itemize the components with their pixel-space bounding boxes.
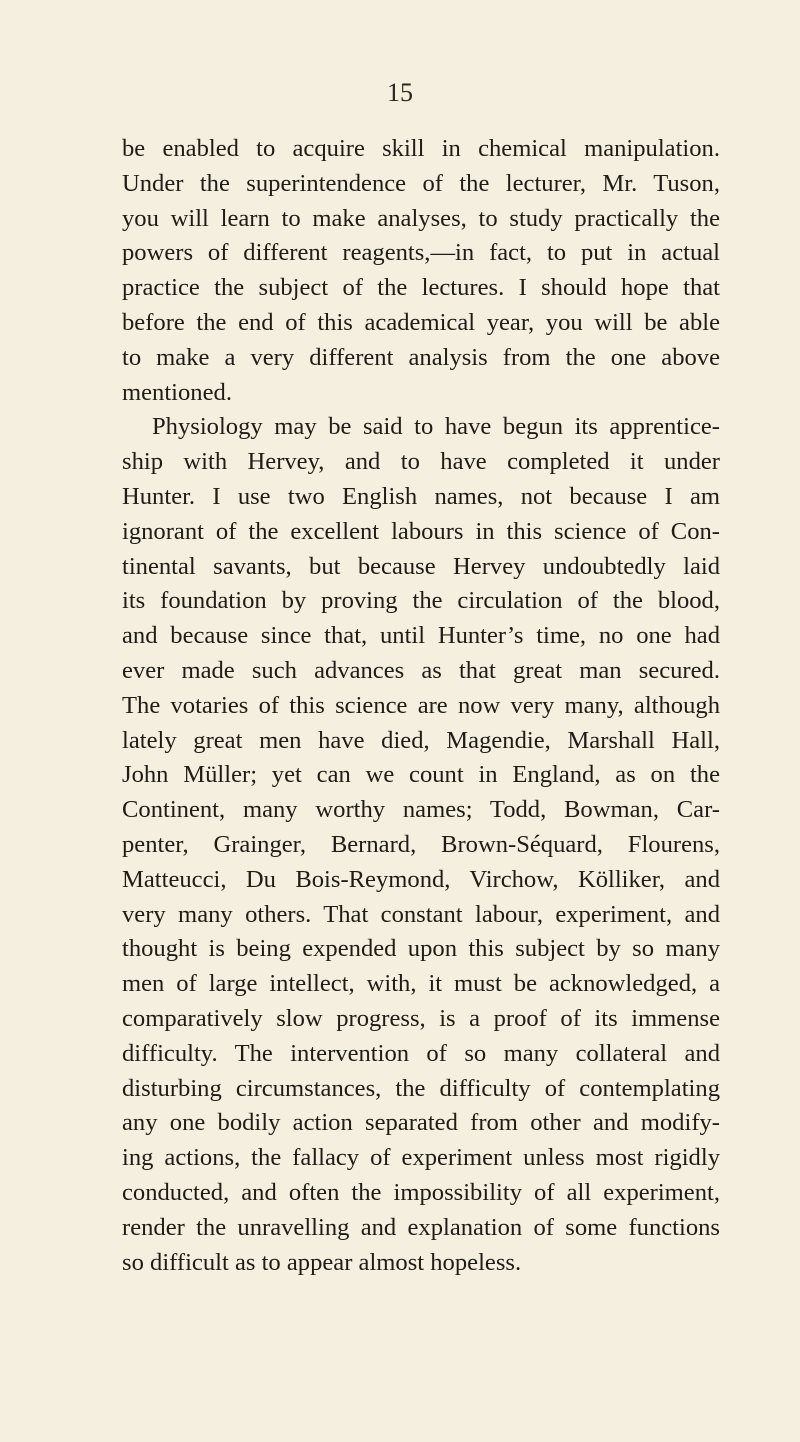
text-line: lately great men have died, Magendie, Marshall Hall, bbox=[122, 726, 720, 754]
body-text bbox=[122, 132, 720, 1280]
text-line: conducted, and often the impossibility of all experiment, bbox=[122, 1178, 720, 1206]
text-line: difficulty. The intervention of so many collateral and bbox=[122, 1039, 720, 1067]
text-line: powers of different reagents,—in fact, to put in actual bbox=[122, 239, 720, 267]
text-line: Hunter. I use two English names, not because I am bbox=[122, 482, 720, 510]
text-line: mentioned. bbox=[122, 378, 232, 406]
text-line: penter, Grainger, Bernard, Brown-Séquard, Flourens, bbox=[122, 830, 720, 858]
text-line: men of large intellect, with, it must be acknowledged, a bbox=[122, 970, 720, 998]
text-line: its foundation by proving the circulation of the blood, bbox=[122, 587, 720, 615]
text-line: to make a very different analysis from the one above bbox=[122, 343, 720, 371]
text-line: Physiology may be said to have begun its apprentice- bbox=[152, 413, 720, 441]
page-number: 15 bbox=[387, 78, 413, 107]
text-line: disturbing circumstances, the difficulty of contemplating bbox=[122, 1074, 720, 1102]
text-line: practice the subject of the lectures. I should hope that bbox=[122, 274, 720, 302]
text-line: thought is being expended upon this subject by so many bbox=[122, 935, 720, 963]
text-line: John Müller; yet can we count in England, as on the bbox=[122, 761, 720, 789]
text-line: tinental savants, but because Hervey undoubtedly laid bbox=[122, 552, 720, 580]
text-line: ing actions, the fallacy of experiment unless most rigidly bbox=[122, 1144, 720, 1172]
text-line: render the unravelling and explanation of some functions bbox=[122, 1213, 720, 1241]
text-line: so difficult as to appear almost hopeless. bbox=[122, 1248, 522, 1276]
text-line: any one bodily action separated from other and modify- bbox=[122, 1109, 720, 1137]
text-line: Under the superintendence of the lecturer, Mr. Tuson, bbox=[122, 169, 720, 197]
text-line: The votaries of this science are now very many, although bbox=[122, 691, 720, 719]
text-line: Matteucci, Du Bois-Reymond, Virchow, Kölliker, and bbox=[122, 865, 720, 893]
text-line: you will learn to make analyses, to study practically the bbox=[122, 204, 720, 232]
text-line: ever made such advances as that great man secured. bbox=[122, 656, 720, 684]
text-line: be enabled to acquire skill in chemical manipulation. bbox=[122, 135, 720, 162]
text-line: comparatively slow progress, is a proof of its immense bbox=[122, 1004, 720, 1032]
text-line: ignorant of the excellent labours in this science of Con- bbox=[122, 517, 720, 545]
text-line: before the end of this academical year, you will be able bbox=[122, 308, 720, 336]
text-line: and because since that, until Hunter’s time, no one had bbox=[122, 622, 720, 650]
text-line: Continent, many worthy names; Todd, Bowman, Car- bbox=[122, 796, 720, 824]
text-line: very many others. That constant labour, experiment, and bbox=[122, 900, 720, 928]
text-line: ship with Hervey, and to have completed it under bbox=[122, 448, 720, 476]
